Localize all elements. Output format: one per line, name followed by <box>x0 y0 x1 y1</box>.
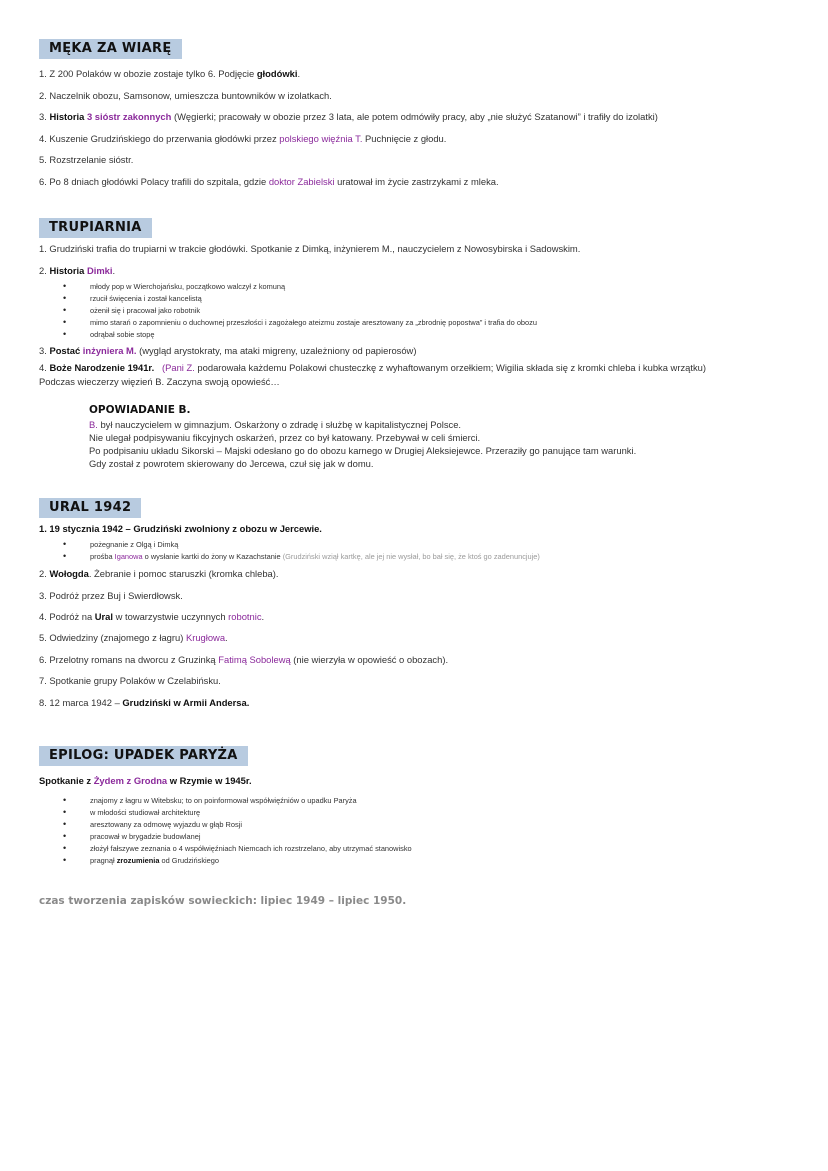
list-item: 5. Rozstrzelanie sióstr. <box>39 154 134 165</box>
list-item: 1. Z 200 Polaków w obozie zostaje tylko 6. Podjęcie głodówki. <box>39 68 301 79</box>
list-item: 5. Odwiedziny (znajomego z łagru) Krugłowa. <box>39 632 228 643</box>
list-item: 4. Podróż na Ural w towarzystwie uczynnych robotnic. <box>39 611 265 622</box>
paragraph: Podczas wieczerzy więzień B. Zaczyna swoją opowieść… <box>39 376 280 387</box>
list-item: 3. Podróż przez Buj i Swierdłowsk. <box>39 590 183 601</box>
list-item: 6. Przelotny romans na dworcu z Gruzinką Fatimą Sobolewą (nie wierzyła w opowieść o obozach). <box>39 654 449 665</box>
bullet-item: • pożegnanie z Olgą i Dimką <box>63 539 540 551</box>
list-item: 6. Po 8 dniach głodówki Polacy trafili do szpitala, gdzie doktor Zabielski uratował im życie zastrzykami z mleka. <box>39 176 499 187</box>
section-title-epilog: EPILOG: UPADEK PARYŻA <box>39 746 248 766</box>
list-item: 2. Historia Dimki. <box>39 265 116 276</box>
list-item: 2. Naczelnik obozu, Samsonow, umieszcza buntowników w izolatkach. <box>39 90 332 101</box>
list-item: 1. 19 stycznia 1942 – Grudziński zwolniony z obozu w Jercewie. <box>39 523 322 534</box>
bullet-item: • w młodości studiował architekturę <box>63 807 412 819</box>
story-line: Po podpisaniu układu Sikorski – Majski odesłano go do obozu karnego w Drugiej Aleksiejewce. Przeraziły go panujące tam warunki. <box>89 445 637 456</box>
list-item: 3. Postać inżyniera M. (wygląd arystokraty, ma ataki migreny, uzależniony od papierosów) <box>39 345 417 356</box>
bullet-item: • ożenił się i pracował jako robotnik <box>63 305 537 317</box>
section-title-ural-1942: URAL 1942 <box>39 498 141 518</box>
list-item: 1. Grudziński trafia do trupiarni w trakcie głodówki. Spotkanie z Dimką, inżynierem M., nauczycielem z Nowosybirska i Sadowskim. <box>39 243 581 254</box>
list-item: 4. Kuszenie Grudzińskiego do przerwania głodówki przez polskiego więźnia T. Puchnięcie z głodu. <box>39 133 447 144</box>
list-item: 3. Historia 3 sióstr zakonnych (Węgierki; pracowały w obozie przez 3 lata, ale potem odmówiły pracy, aby „nie służyć Szatanowi” i trafiły do izolatki) <box>39 111 658 122</box>
bullet-list-release <box>63 539 540 563</box>
footer-note: czas tworzenia zapisków sowieckich: lipiec 1949 – lipiec 1950. <box>39 895 407 907</box>
story-line: B. był nauczycielem w gimnazjum. Oskarżony o zdradę i służbę w kapitalistycznej Polsce. <box>89 419 462 430</box>
bullet-item: • odrąbał sobie stopę <box>63 329 537 341</box>
bullet-item: • znajomy z łagru w Witebsku; to on poinformował współwięźniów o upadku Paryża <box>63 795 412 807</box>
section-title-meka-za-wiare: MĘKA ZA WIARĘ <box>39 39 182 59</box>
bullet-item: • rzucił święcenia i został kancelistą <box>63 293 537 305</box>
bullet-item: • pragnął zrozumienia od Grudzińskiego <box>63 855 412 867</box>
bullet-item: • złożył fałszywe zeznania o 4 współwięźniach Niemcach ich rozstrzelano, aby utrzymać stanowisko <box>63 843 412 855</box>
list-item: Spotkanie z Żydem z Grodna w Rzymie w 1945r. <box>39 775 252 786</box>
bullet-list-dimka <box>63 281 537 341</box>
list-item: 8. 12 marca 1942 – Grudziński w Armii Andersa. <box>39 697 250 708</box>
story-title: OPOWIADANIE B. <box>89 404 191 416</box>
bullet-item: • pracował w brygadzie budowlanej <box>63 831 412 843</box>
bullet-item: • młody pop w Wierchojańsku, początkowo walczył z komuną <box>63 281 537 293</box>
bullet-item: • mimo starań o zapomnieniu o duchownej przeszłości i zagożałego ateizmu zostaje aresztowany za „zbrodnię popostwa” i trafia do obozu <box>63 317 537 329</box>
bullet-list-epilog <box>63 795 412 866</box>
bullet-item: • prośba Iganowa o wysłanie kartki do żony w Kazachstanie (Grudziński wziął kartkę, ale jej nie wysłał, bo bał się, że ktoś go zadenuncjuje) <box>63 551 540 563</box>
list-item: 2. Wołogda. Żebranie i pomoc staruszki (kromka chleba). <box>39 568 279 579</box>
list-item: 4. Boże Narodzenie 1941r. (Pani Z. podarowała każdemu Polakowi chusteczkę z wyhaftowanym orzełkiem; Wigilia składa się z kromki chleba i kubka wrzątku) <box>39 362 706 373</box>
list-item: 7. Spotkanie grupy Polaków w Czelabińsku. <box>39 675 221 686</box>
story-line: Gdy został z powrotem skierowany do Jercewa, czuł się jak w domu. <box>89 458 374 469</box>
section-title-trupiarnia: TRUPIARNIA <box>39 218 152 238</box>
story-line: Nie ulegał podpisywaniu fikcyjnych oskarżeń, przez co był katowany. Przebywał w celi śmierci. <box>89 432 481 443</box>
bullet-item: • aresztowany za odmowę wyjazdu w głąb Rosji <box>63 819 412 831</box>
